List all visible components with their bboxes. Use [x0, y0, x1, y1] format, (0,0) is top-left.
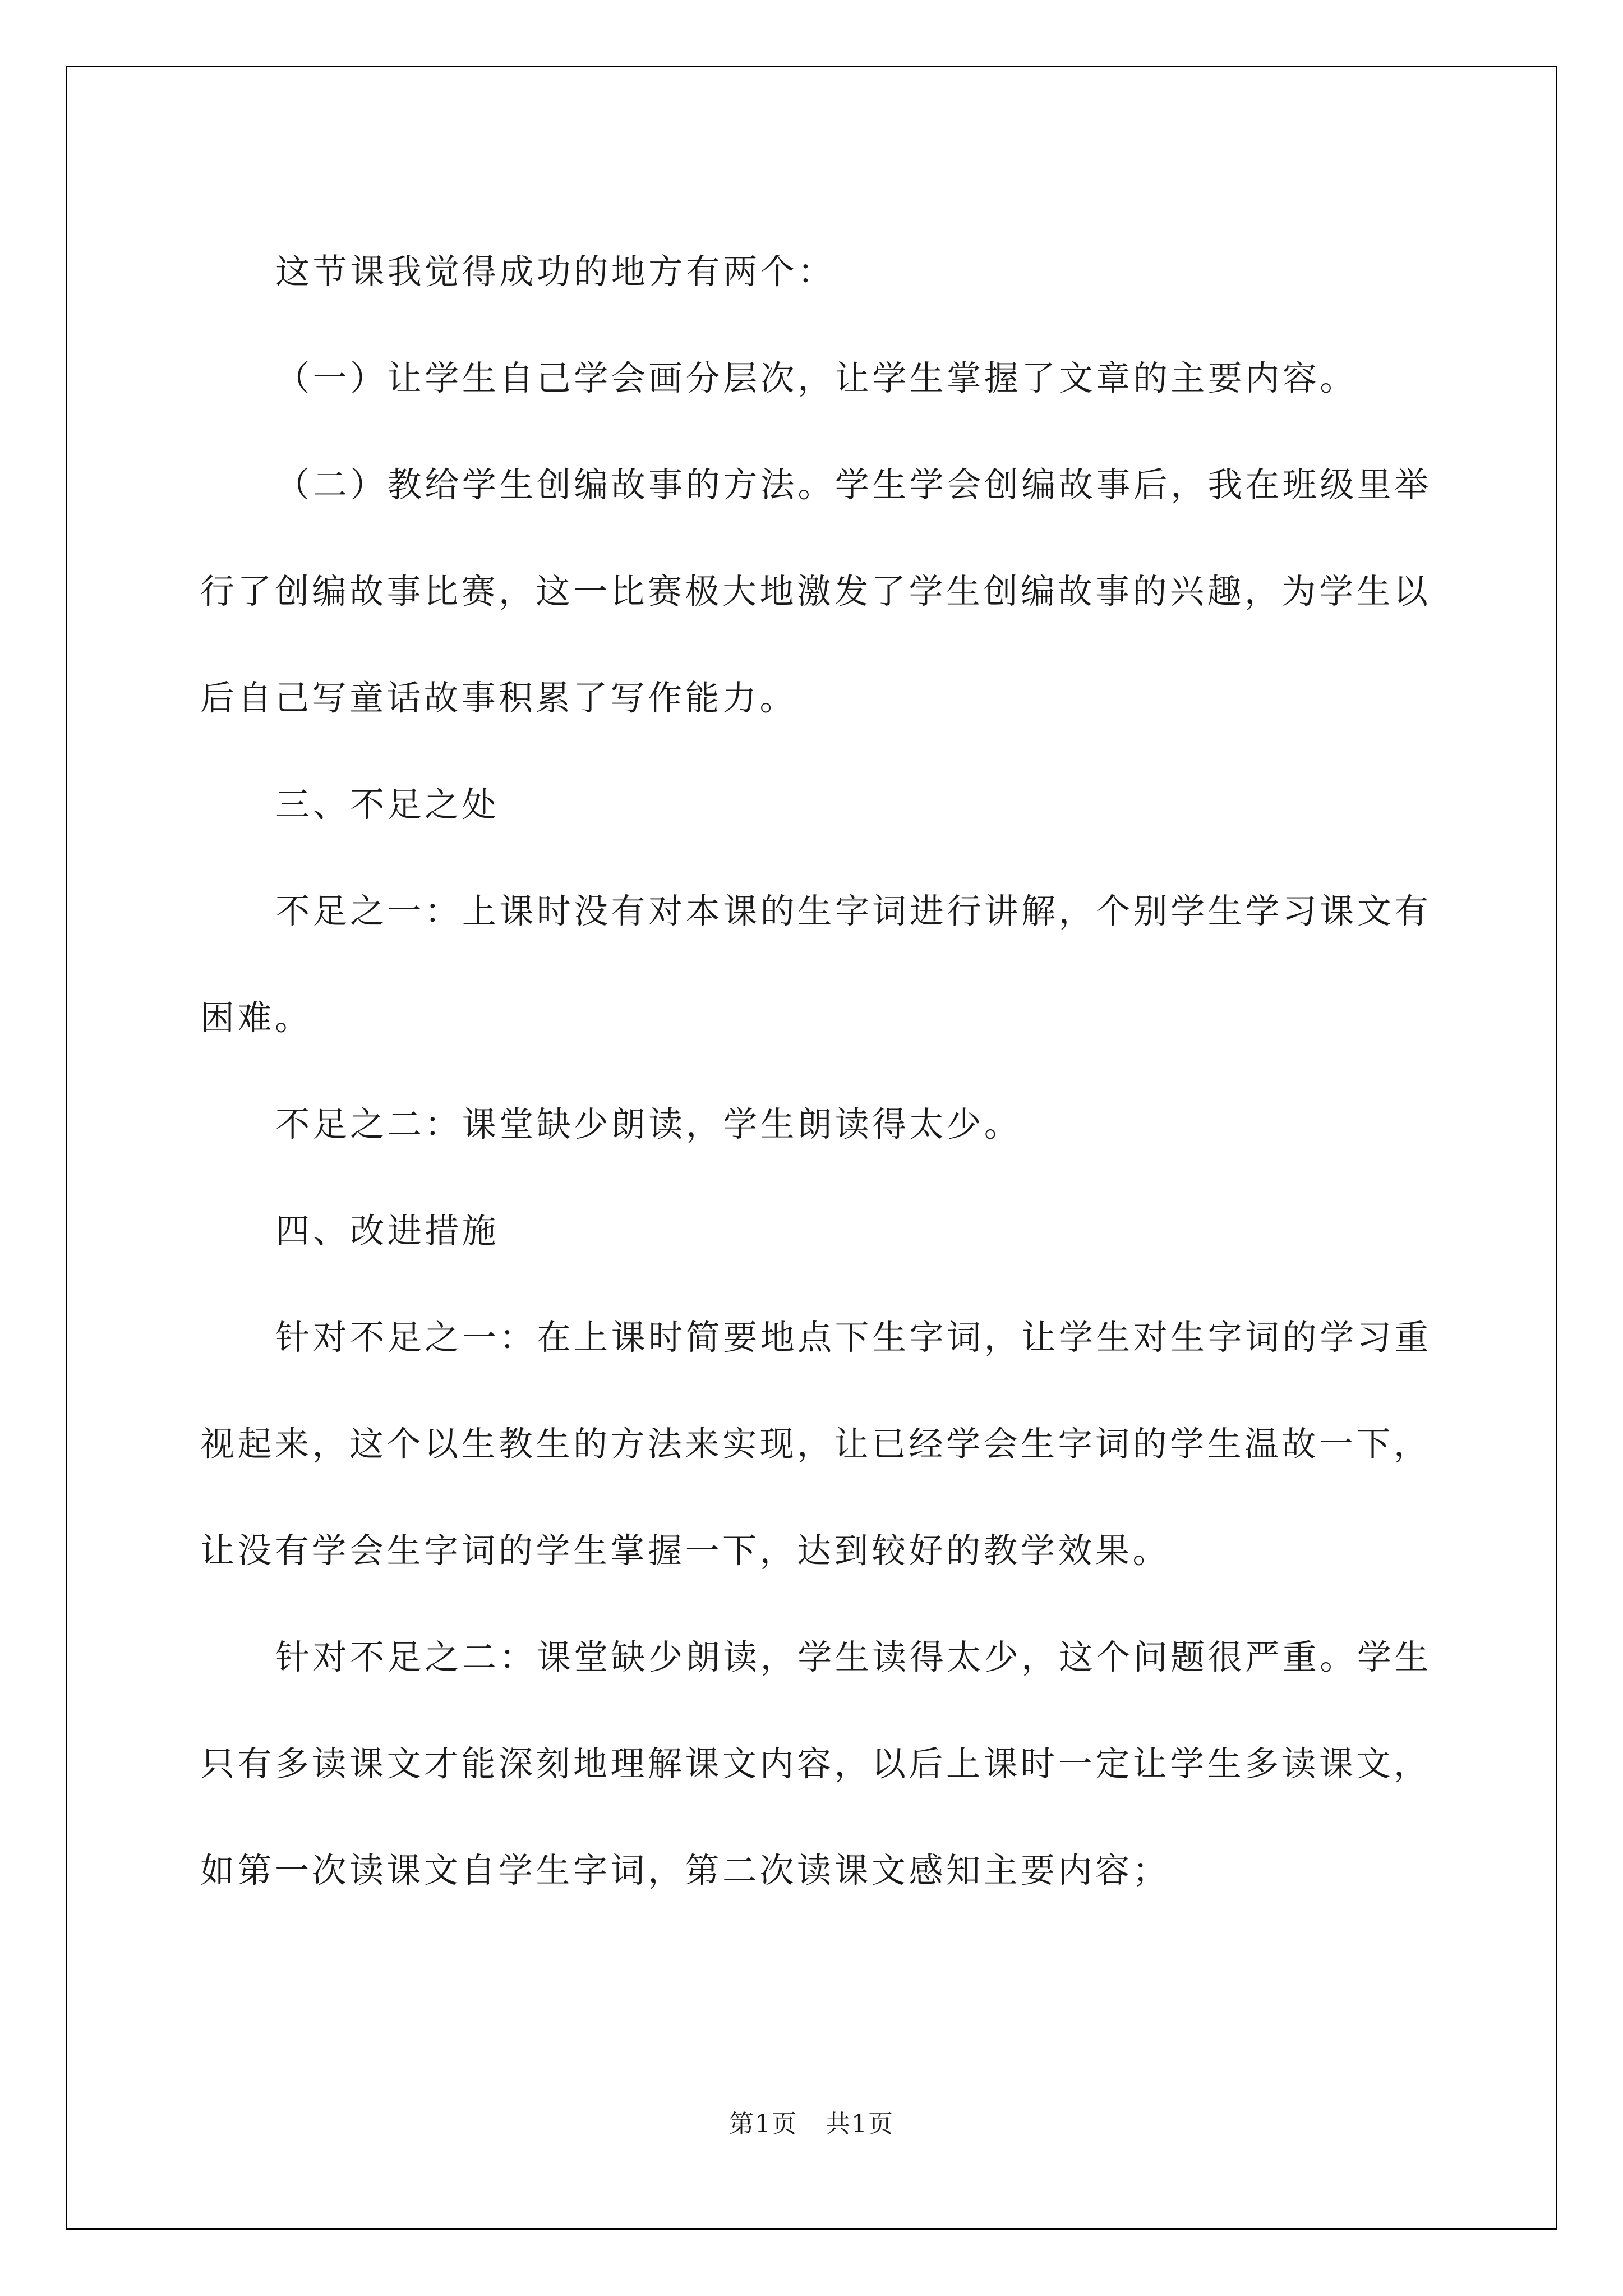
- paragraph-intro: 这节课我觉得成功的地方有两个：: [275, 252, 835, 292]
- paragraph-point-two: （二）教给学生创编故事的方法。学生学会创编故事后，我在班级里举行了创编故事比赛，这一比赛极大地激发了学生创编故事的兴趣，为学生以后自己写童话故事积累了写作能力。: [200, 465, 1432, 718]
- paragraph-point-one: （一）让学生自己学会画分层次，让学生掌握了文章的主要内容。: [275, 358, 1357, 398]
- page-number: 第1页: [729, 2110, 797, 2138]
- paragraph-improvement-two: 针对不足之二：课堂缺少朗读，学生读得太少，这个问题很严重。学生只有多读课文才能深刻地理解课文内容，以后上课时一定让学生多读课文，如第一次读课文自学生字词，第二次读课文感知主要内容；: [200, 1637, 1432, 1890]
- paragraph-shortcoming-one: 不足之一：上课时没有对本课的生字词进行讲解，个别学生学习课文有困难。: [200, 891, 1432, 1038]
- page-footer: [0, 2104, 1623, 2139]
- paragraph-improvement-one: 针对不足之一：在上课时简要地点下生字词，让学生对生字词的学习重视起来，这个以生教生的方法来实现，让已经学会生字词的学生温故一下，让没有学会生字词的学生掌握一下，达到较好的教学效果。: [200, 1318, 1432, 1571]
- paragraph-shortcoming-two: 不足之二：课堂缺少朗读，学生朗读得太少。: [275, 1105, 1022, 1144]
- page-total: 共1页: [826, 2110, 894, 2138]
- section-heading-improvements: 四、改进措施: [275, 1211, 500, 1251]
- document-body: [200, 219, 1432, 1924]
- section-heading-shortcomings: 三、不足之处: [275, 785, 500, 825]
